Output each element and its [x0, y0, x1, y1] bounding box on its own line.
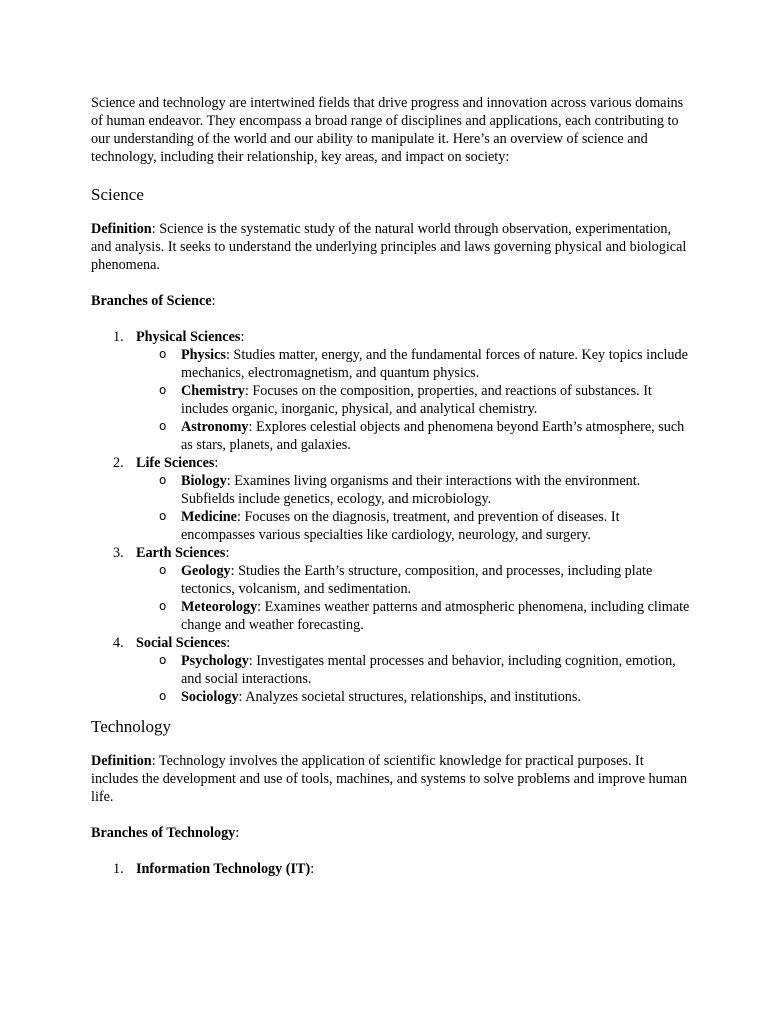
- branch-item: [91, 454, 691, 544]
- hollow-bullet-icon: o: [159, 653, 167, 667]
- hollow-bullet-icon: o: [159, 599, 167, 613]
- sub-item-term: Meteorology: [181, 599, 258, 615]
- sub-list-item: [136, 652, 691, 688]
- sub-list: [136, 562, 691, 634]
- sub-list-item: [136, 688, 691, 706]
- sub-item-text: : Analyzes societal structures, relationships, and institutions.: [238, 689, 581, 705]
- sub-list-item: [136, 562, 691, 598]
- branch-colon: :: [225, 545, 230, 561]
- sub-item-text: : Investigates mental processes and behavior, including cognition, emotion, and social interactions.: [181, 653, 676, 687]
- sub-item-term: Chemistry: [181, 383, 245, 399]
- sub-list-item: [136, 598, 691, 634]
- sub-list-item: [136, 382, 691, 418]
- list-number: 1.: [113, 861, 124, 877]
- branch-item: [91, 328, 691, 454]
- branch-item: [91, 634, 691, 706]
- hollow-bullet-icon: o: [159, 563, 167, 577]
- branch-heading: [136, 634, 691, 652]
- sub-item-term: Astronomy: [181, 419, 249, 435]
- list-number: 1.: [113, 329, 124, 345]
- science-definition: [91, 220, 691, 274]
- document-page: [91, 94, 691, 878]
- technology-definition: [91, 752, 691, 806]
- sub-list-item: [136, 418, 691, 454]
- hollow-bullet-icon: o: [159, 383, 167, 397]
- sub-item-term: Medicine: [181, 509, 237, 525]
- branch-heading: [136, 328, 691, 346]
- intro-paragraph: Science and technology are intertwined fields that drive progress and innovation across various domains of human endeavor. They encompass a broad range of disciplines and applications, each contributing to our understanding of the world and our ability to manipulate it. Here’s an overview of science and technology, including their relationship, key areas, and impact on society:: [91, 95, 684, 165]
- technology-definition-text: : Technology involves the application of scientific knowledge for practical purposes. It includes the development and use of tools, machines, and systems to solve problems and improve human life.: [91, 753, 688, 805]
- list-number: 4.: [113, 635, 124, 651]
- science-branches-heading: [91, 292, 691, 310]
- sub-item-term: Biology: [181, 473, 227, 489]
- sub-list: [136, 652, 691, 706]
- sub-item-text: : Studies matter, energy, and the fundamental forces of nature. Key topics include mechanics, electromagnetism, and quantum physics.: [181, 347, 688, 381]
- sub-list-item: [136, 346, 691, 382]
- sub-item-term: Physics: [181, 347, 226, 363]
- branch-heading: [136, 454, 691, 472]
- branch-name: Life Sciences: [136, 455, 215, 471]
- technology-branches-colon: :: [235, 825, 240, 841]
- branch-name: Physical Sciences: [136, 329, 241, 345]
- sub-item-text: : Studies the Earth’s structure, composition, and processes, including plate tectonics, volcanism, and sedimentation.: [181, 563, 653, 597]
- technology-branches-list: [91, 860, 691, 878]
- sub-item-text: : Examines weather patterns and atmospheric phenomena, including climate change and weather forecasting.: [181, 599, 690, 633]
- sub-item-text: : Focuses on the composition, properties, and reactions of substances. It includes organic, inorganic, physical, and analytical chemistry.: [181, 383, 652, 417]
- branch-colon: :: [226, 635, 231, 651]
- science-section: [91, 184, 691, 706]
- sub-list: [136, 346, 691, 454]
- branch-colon: :: [240, 329, 245, 345]
- sub-list: [136, 472, 691, 544]
- science-heading: Science: [91, 185, 144, 204]
- branch-name: Social Sciences: [136, 635, 227, 651]
- technology-branches-heading: [91, 824, 691, 842]
- branch-item: [91, 860, 691, 878]
- science-definition-text: : Science is the systematic study of the natural world through observation, experimentation, and analysis. It seeks to understand the underlying principles and laws governing physical and biological phenomena.: [91, 221, 687, 273]
- sub-item-term: Psychology: [181, 653, 249, 669]
- science-branches-list: [91, 328, 691, 706]
- sub-item-text: : Focuses on the diagnosis, treatment, and prevention of diseases. It encompasses various specialties like cardiology, neurology, and surgery.: [181, 509, 620, 543]
- technology-heading: Technology: [91, 717, 172, 736]
- sub-item-text: : Examines living organisms and their interactions with the environment. Subfields include genetics, ecology, and microbiology.: [181, 473, 641, 507]
- hollow-bullet-icon: o: [159, 689, 167, 703]
- branch-heading: [136, 860, 691, 878]
- technology-section: [91, 716, 691, 878]
- sub-list-item: [136, 472, 691, 508]
- sub-list-item: [136, 508, 691, 544]
- science-branches-colon: :: [211, 293, 216, 309]
- technology-definition-label: Definition: [91, 753, 152, 769]
- branch-heading: [136, 544, 691, 562]
- hollow-bullet-icon: o: [159, 419, 167, 433]
- list-number: 3.: [113, 545, 124, 561]
- branch-item: [91, 544, 691, 634]
- sub-item-text: : Explores celestial objects and phenomena beyond Earth’s atmosphere, such as stars, planets, and galaxies.: [181, 419, 685, 453]
- list-number: 2.: [113, 455, 124, 471]
- branch-name: Earth Sciences: [136, 545, 226, 561]
- hollow-bullet-icon: o: [159, 473, 167, 487]
- science-definition-label: Definition: [91, 221, 152, 237]
- sub-item-term: Geology: [181, 563, 231, 579]
- sub-item-term: Sociology: [181, 689, 239, 705]
- science-branches-label: Branches of Science: [91, 293, 212, 309]
- branch-colon: :: [310, 861, 315, 877]
- hollow-bullet-icon: o: [159, 347, 167, 361]
- technology-branches-label: Branches of Technology: [91, 825, 236, 841]
- branch-name: Information Technology (IT): [136, 861, 311, 877]
- hollow-bullet-icon: o: [159, 509, 167, 523]
- branch-colon: :: [214, 455, 219, 471]
